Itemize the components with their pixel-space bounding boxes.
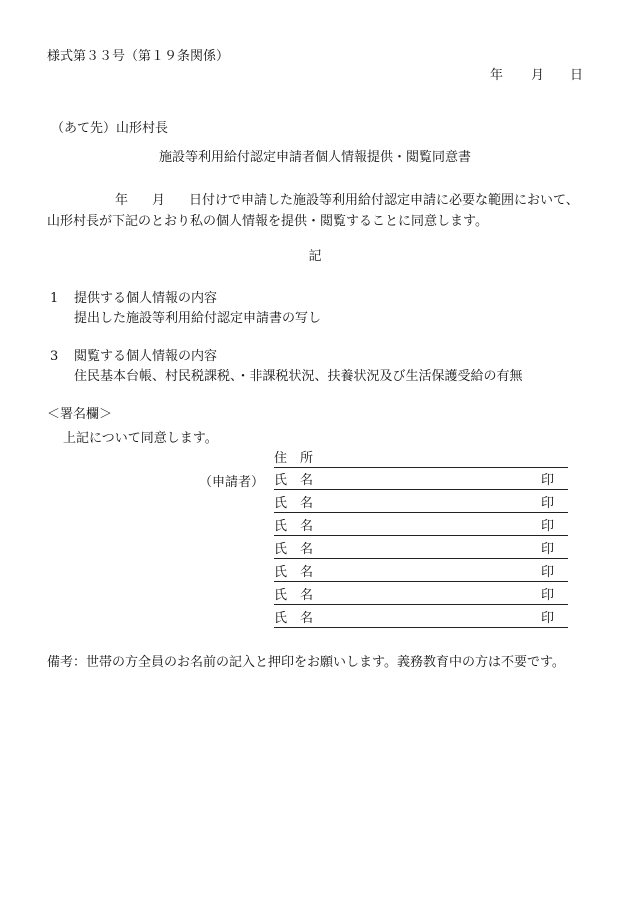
seal-mark: 印 [540,588,554,603]
seal-mark: 印 [540,565,554,580]
name-field-3[interactable] [274,520,568,536]
date-month-label: 月 [531,68,545,83]
item-3-number: 3 [50,349,59,364]
signature-heading: ＜署名欄＞ [47,407,113,422]
name-label: 氏 名 [274,588,314,603]
name-label: 氏 名 [274,542,314,557]
name-field-1[interactable] [274,474,568,490]
remarks-note: 備考：世帯の方全員のお名前の記入と押印をお願いします。義務教育中の方は不要です。 [47,655,565,670]
name-field-7[interactable] [274,612,568,628]
applicant-label: （申請者） [199,475,265,490]
body-text-line1: 日付けで申請した施設等利用給付認定申請に必要な範囲において、 [189,193,579,208]
name-field-5[interactable] [274,566,568,582]
name-label: 氏 名 [274,496,314,511]
name-field-6[interactable] [274,589,568,605]
item-3-title: 閲覧する個人情報の内容 [74,349,218,364]
ki-heading: 記 [308,249,322,264]
body-year-label: 年 [115,193,129,208]
name-label: 氏 名 [274,519,314,534]
item-1-title: 提供する個人情報の内容 [74,291,218,306]
body-month-label: 月 [152,193,166,208]
form-number: 様式第３３号（第１９条関係） [47,49,230,64]
name-field-4[interactable] [274,543,568,559]
seal-mark: 印 [540,611,554,626]
item-3-content: 住民基本台帳、村民税課税、・非課税状況、扶養状況及び生活保護受給の有無 [74,369,523,384]
item-1-number: 1 [50,291,59,306]
body-text-line2: 山形村長が下記のとおり私の個人情報を提供・閲覧することに同意します。 [47,214,488,229]
seal-mark: 印 [540,473,554,488]
seal-mark: 印 [540,542,554,557]
name-label: 氏 名 [274,565,314,580]
date-year-label: 年 [490,68,504,83]
address-label: 住 所 [274,451,314,466]
consent-statement [47,190,607,232]
date-day-label: 日 [570,68,584,83]
name-label: 氏 名 [274,473,314,488]
item-3-heading [50,350,217,363]
seal-mark: 印 [540,519,554,534]
name-label: 氏 名 [274,611,314,626]
document-title: 施設等利用給付認定申請者個人情報提供・閲覧同意書 [158,150,471,165]
addressee: （あて先）山形村長 [51,121,169,136]
address-field[interactable] [274,452,568,468]
item-1-content: 提出した施設等利用給付認定申請書の写し [74,311,322,326]
item-1-heading [50,292,217,305]
signature-agree-text: 上記について同意します。 [63,431,218,446]
name-field-2[interactable] [274,497,568,513]
seal-mark: 印 [540,496,554,511]
